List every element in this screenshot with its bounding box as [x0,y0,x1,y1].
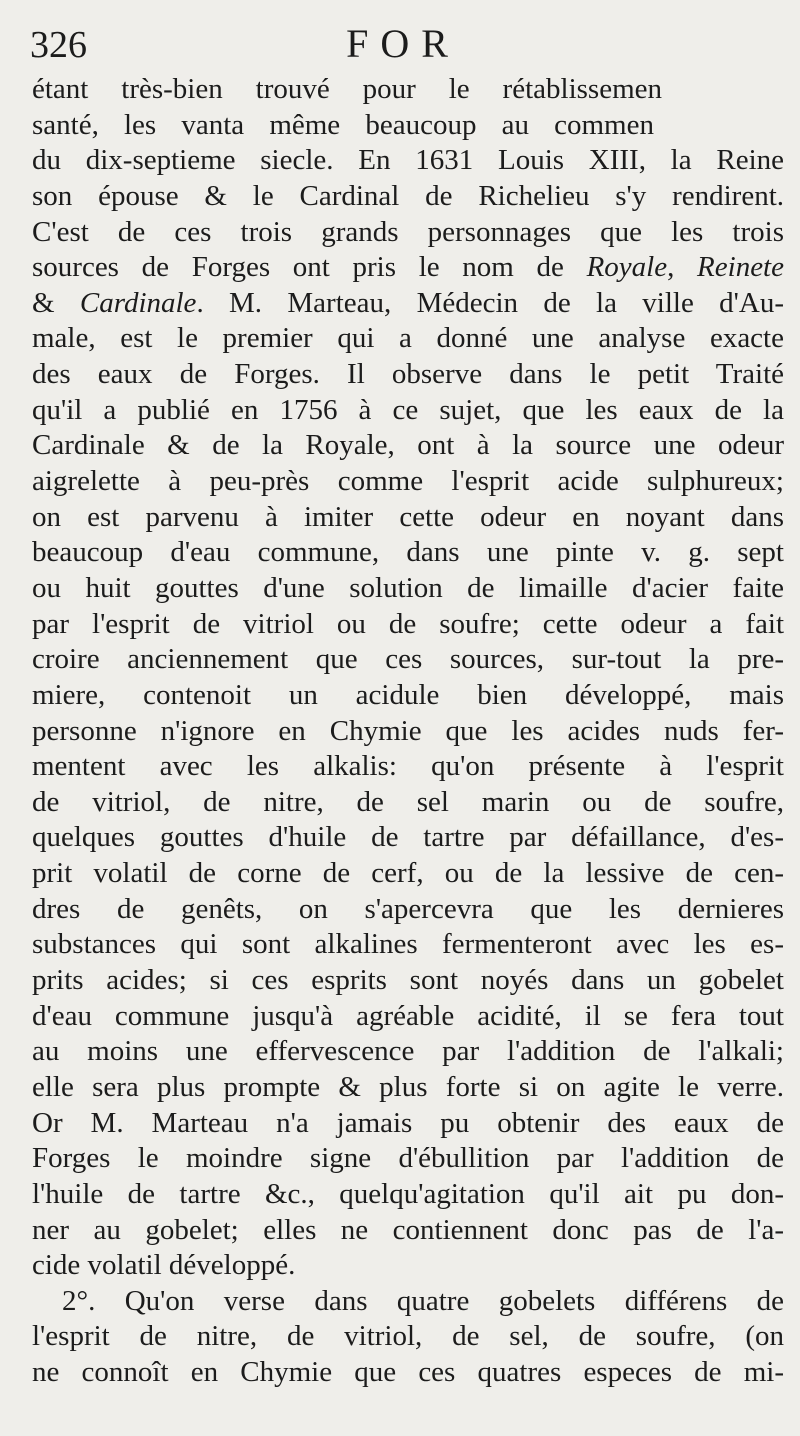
text-line: d'eau commune jusqu'à agréable acidité, il se fera tout [32,999,784,1032]
text-line: substances qui sont alkalines fermenteront avec les es- [32,928,784,961]
text-line-with-italics: & Cardinale. M. Marteau, Médecin de la ville d'Au- [32,286,784,319]
text-line: mentent avec les alkalis: qu'on présente à l'esprit [32,750,784,783]
text-line: miere, contenoit un acidule bien développé, mais [32,678,784,711]
text-line: aigrelette à peu-près comme l'esprit acide sulphureux; [32,465,784,498]
text-line: son épouse & le Cardinal de Richelieu s'y rendirent. [32,179,784,212]
text-line: qu'il a publié en 1756 à ce sujet, que les eaux de la [32,393,784,426]
running-title: FOR [346,21,460,66]
text-line: quelques gouttes d'huile de tartre par défaillance, d'es- [32,821,784,854]
text-line: C'est de ces trois grands personnages que les trois [32,215,784,248]
italic-name: Royale [586,251,668,284]
text-line: au moins une effervescence par l'addition de l'alkali; [32,1035,784,1068]
text-line: des eaux de Forges. Il observe dans le petit Traité [32,358,784,391]
text-line: de vitriol, de nitre, de sel marin ou de soufre, [32,785,784,818]
text-line: du dix-septieme siecle. En 1631 Louis XIII, la Reine [32,144,784,177]
text-line: male, est le premier qui a donné une analyse exacte [32,322,784,355]
text-line-with-italics: sources de Forges ont pris le nom de Royale, Reinete [32,251,784,284]
page-number: 326 [30,24,87,66]
text-line: prits acides; si ces esprits sont noyés dans un gobelet [32,964,784,997]
text-line: elle sera plus prompte & plus forte si on agite le verre. [32,1070,784,1103]
text-line: Or M. Marteau n'a jamais pu obtenir des eaux de [32,1106,784,1139]
text-line: Cardinale & de la Royale, ont à la source une odeur [32,429,784,462]
text-line: dres de genêts, on s'apercevra que les dernieres [32,892,784,925]
text-line: on est parvenu à imiter cette odeur en noyant dans [32,500,784,533]
text-line: prit volatil de corne de cerf, ou de la lessive de cen- [32,857,784,890]
body-text [32,72,784,1391]
italic-name: Cardinale [79,286,197,319]
text-line: 2°. Qu'on verse dans quatre gobelets différens de [62,1284,784,1317]
text-line: beaucoup d'eau commune, dans une pinte v. g. sept [32,536,784,569]
text-line: croire anciennement que ces sources, sur-tout la pre- [32,643,784,676]
text-line: Forges le moindre signe d'ébullition par l'addition de [32,1142,784,1175]
text-line: par l'esprit de vitriol ou de soufre; cette odeur a fait [32,607,784,640]
text-line: ou huit gouttes d'une solution de limaille d'acier faite [32,571,784,604]
text-line: ne connoît en Chymie que ces quatres especes de mi- [32,1356,784,1389]
text-line: cide volatil développé. [32,1249,296,1282]
text-line: étant très-bien trouvé pour le rétablissemen [32,73,662,105]
text-line: l'huile de tartre &c., quelqu'agitation qu'il ait pu don- [32,1177,784,1210]
text-line: personne n'ignore en Chymie que les acides nuds fer- [32,714,784,747]
text-line: ner au gobelet; elles ne contiennent donc pas de l'a- [32,1213,784,1246]
italic-name: Reinete [697,251,784,284]
text-line: l'esprit de nitre, de vitriol, de sel, de soufre, (on [32,1320,784,1353]
text-line: santé, les vanta même beaucoup au commen [32,108,654,141]
